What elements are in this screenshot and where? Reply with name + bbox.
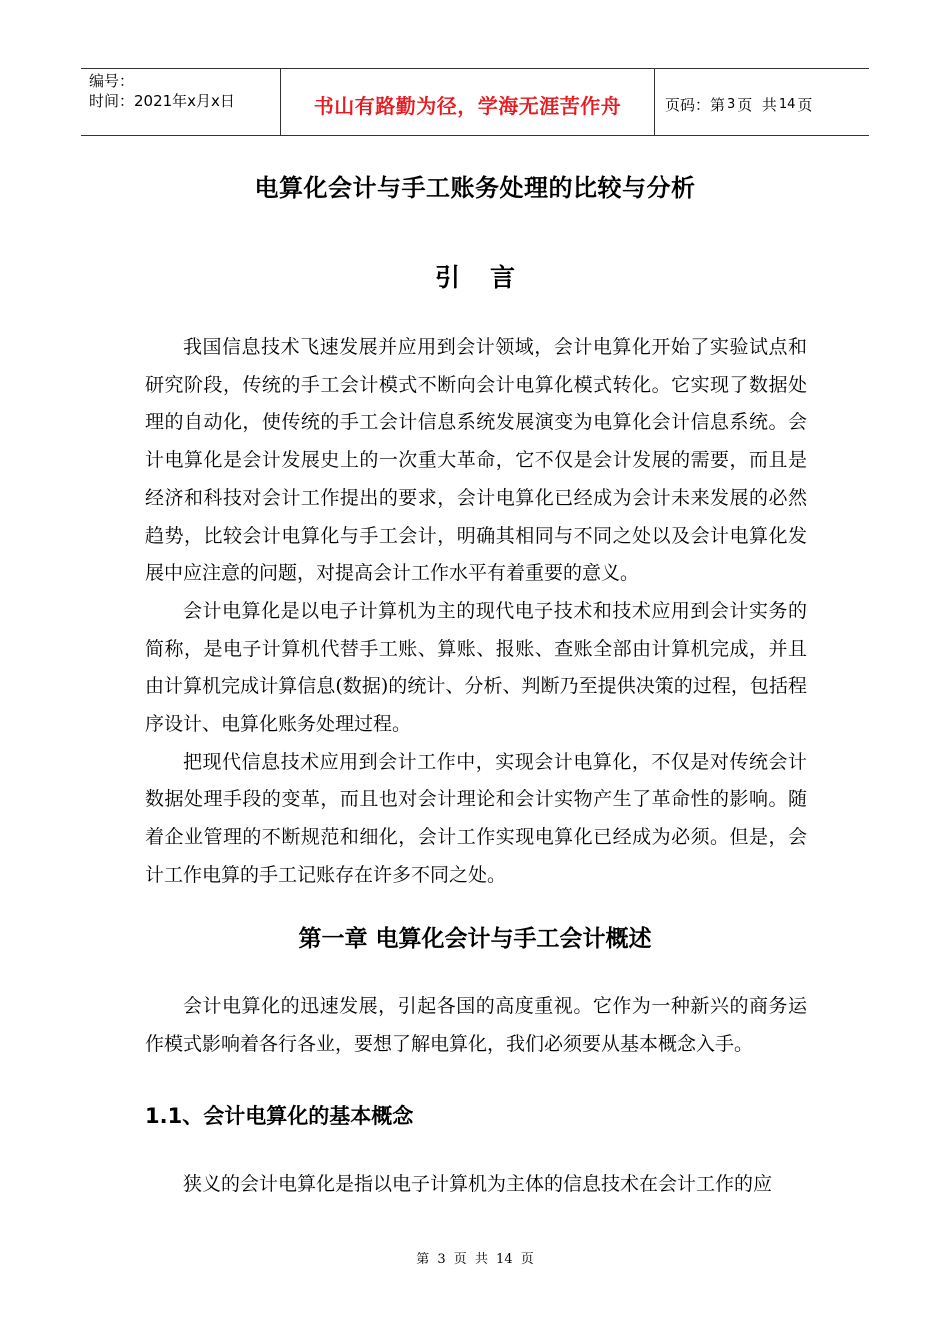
intro-body: [145, 329, 807, 895]
page-footer: 第 3 页 共 14 页: [416, 1252, 534, 1267]
document-number-label: 编号：: [89, 72, 135, 90]
section-heading: 1.1、会计电算化的基本概念: [145, 1104, 414, 1128]
page-header: [81, 68, 869, 136]
section-paragraph: 狭义的会计电算化是指以电子计算机为主体的信息技术在会计工作的应: [183, 1173, 773, 1195]
chapter-paragraph: 会计电算化的迅速发展，引起各国的高度重视。它作为一种新兴的商务运作模式影响着各行各业，要想了解电算化，我们必须要从基本概念入手。: [145, 995, 807, 1055]
intro-paragraph: 会计电算化是以电子计算机为主的现代电子技术和技术应用到会计实务的简称，是电子计算机代替手工账、算账、报账、查账全部由计算机完成，并且由计算机完成计算信息(数据)的统计、分析、判断乃至提供决策的过程，包括程序设计、电算化账务处理过程。: [145, 599, 807, 736]
header-motto: 书山有路勤为径，学海无涯苦作舟: [281, 69, 655, 135]
page-suffix: 页: [797, 95, 813, 114]
intro-paragraph: 把现代信息技术应用到会计工作中，实现会计电算化，不仅是对传统会计数据处理手段的变革，而且也对会计理论和会计实物产生了革命性的影响。随着企业管理的不断规范和细化，会计工作实现电算化已经成为必须。但是，会计工作电算的手工记账存在许多不同之处。: [145, 750, 807, 886]
document-time-label: 时间：2021年x月x日: [89, 92, 235, 110]
page-total: 14: [778, 96, 796, 112]
chapter-heading: 第一章 电算化会计与手工会计概述: [298, 926, 652, 952]
intro-heading: 引言: [434, 263, 545, 292]
header-meta-cell: [81, 69, 281, 135]
intro-paragraph: 我国信息技术飞速发展并应用到会计领域，会计电算化开始了实验试点和研究阶段，传统的手工会计模式不断向会计电算化模式转化。它实现了数据处理的自动化，使传统的手工会计信息系统发展演变为电算化会计信息系统。会计电算化是会计发展史上的一次重大革命，它不仅是会计发展的需要，而且是经济和科技对会计工作提出的要求，会计电算化已经成为会计未来发展的必然趋势，比较会计电算化与手工会计，明确其相同与不同之处以及会计电算化发展中应注意的问题，对提高会计工作水平有着重要的意义。: [145, 336, 807, 585]
header-page-indicator: [655, 69, 869, 135]
page-prefix: 页码：第: [665, 95, 726, 114]
page-mid: 页 共: [737, 95, 777, 114]
page-current: 3: [727, 96, 736, 112]
section-body: [145, 1166, 807, 1204]
chapter-body: [145, 988, 807, 1063]
document-title: 电算化会计与手工账务处理的比较与分析: [254, 174, 696, 202]
